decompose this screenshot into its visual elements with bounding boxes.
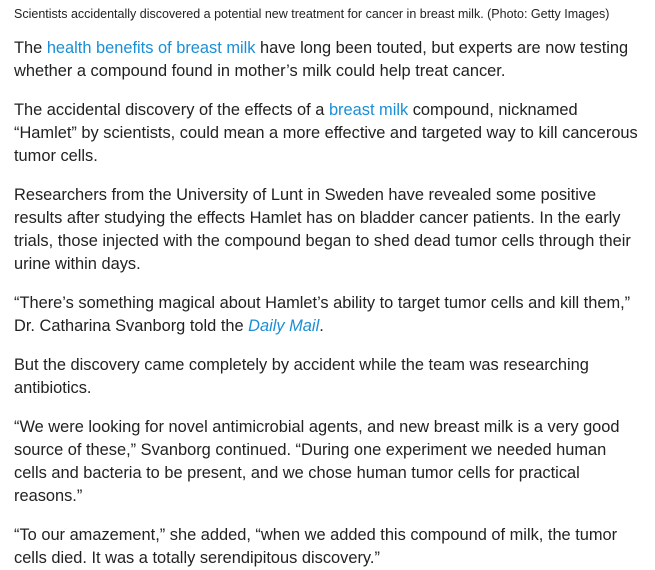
- health-benefits-link[interactable]: health benefits of breast milk: [46, 39, 256, 57]
- paragraph-3: Researchers from the University of Lunt in Sweden have revealed some positive results after studying the effects Hamlet has on bladder cancer patients. In the early trials, those injected with the compound began to shed dead tumor cells through their urine within days.: [14, 186, 631, 273]
- photo-caption: Scientists accidentally discovered a potential new treatment for cancer in breast milk. (Photo: Getty Images): [14, 7, 610, 21]
- paragraph-4-text-start: “There’s something magical about Hamlet’s ability to target tumor cells and kill them,” Dr. Catharina Svanborg told the: [14, 294, 631, 335]
- paragraph-4-text-end: .: [319, 317, 324, 335]
- breast-milk-link[interactable]: breast milk: [328, 101, 409, 119]
- paragraph-1: [14, 37, 641, 83]
- paragraph-2-text-start: The accidental discovery of the effects of a: [14, 101, 329, 119]
- paragraph-7: “To our amazement,” she added, “when we added this compound of milk, the tumor cells died. It was a totally serendipitous discovery.”: [14, 526, 618, 567]
- paragraph-6: “We were looking for novel antimicrobial agents, and new breast milk is a very good source of these,” Svanborg continued. “During one experiment we needed human cells and bacteria to be present, and we chose human tumor cells for practical reasons.”: [14, 418, 620, 505]
- paragraph-1-text-end: have long been touted, but experts are now testing whether a compound found in mother’s milk could help treat cancer.: [14, 39, 629, 80]
- paragraph-4: [14, 292, 641, 338]
- daily-mail-link[interactable]: Daily Mail: [248, 317, 320, 335]
- paragraph-2-text-end: compound, nicknamed “Hamlet” by scientists, could mean a more effective and targeted way to kill cancerous tumor cells.: [14, 101, 638, 165]
- paragraph-5: But the discovery came completely by accident while the team was researching antibiotics.: [14, 356, 589, 397]
- paragraph-2: [14, 99, 641, 168]
- paragraph-1-text-start: The: [14, 39, 47, 57]
